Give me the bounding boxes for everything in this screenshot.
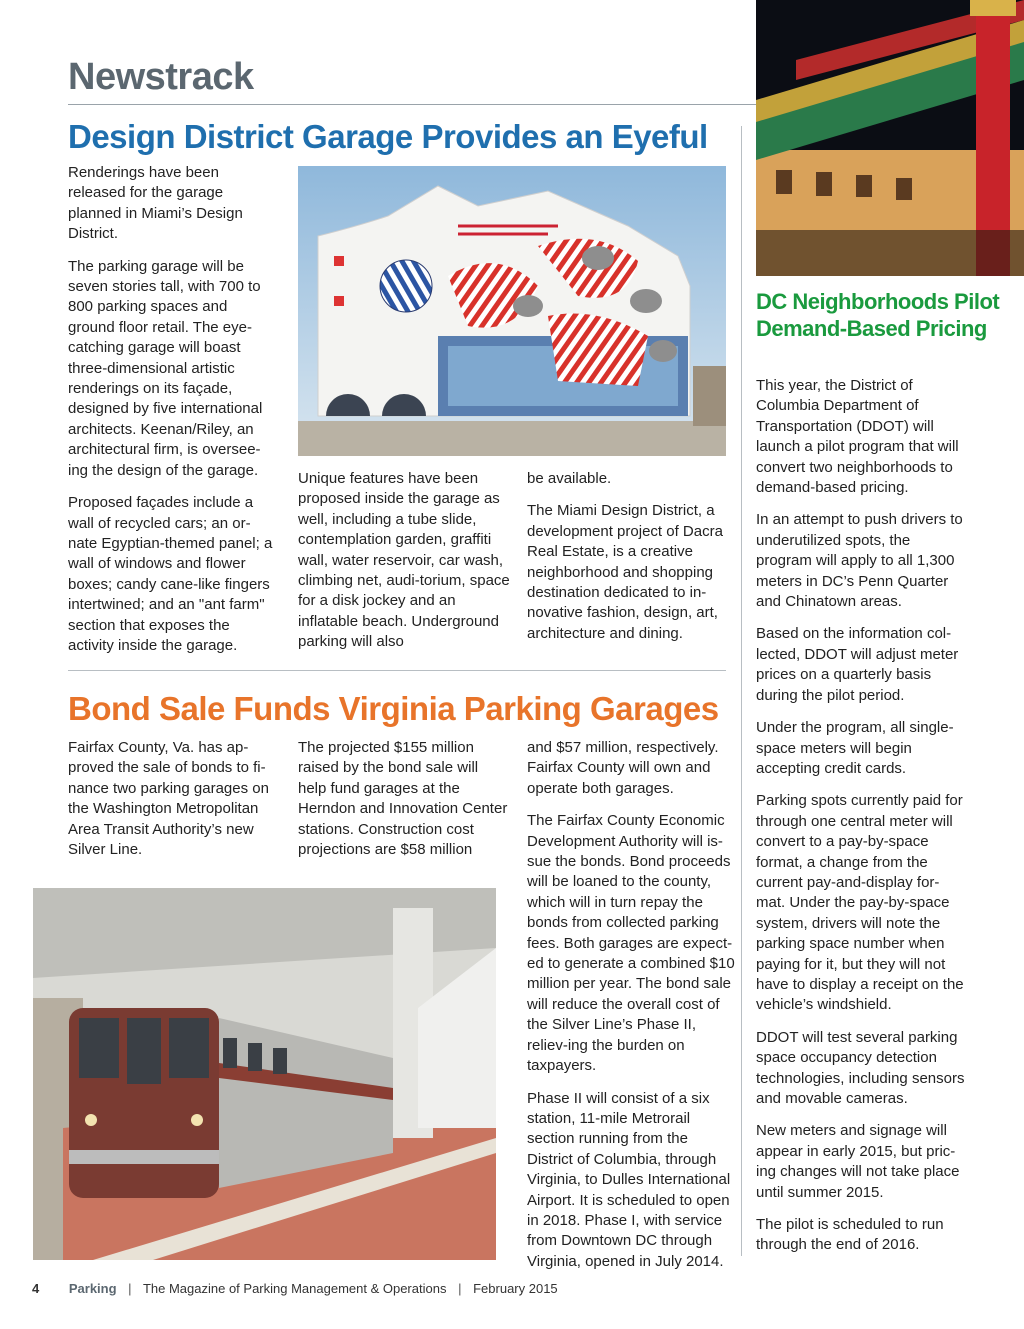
- paragraph: The projected $155 million raised by the bond sale will help fund garages at the Herndon and Innovation Center stations. Construction cost projections are $58 million: [298, 739, 508, 859]
- issue-date: February 2015: [473, 1281, 558, 1296]
- article1-column3: [527, 469, 737, 656]
- paragraph: This year, the District of Columbia Department of Transportation (DDOT) will launch a pilot program that will convert two neighborhoods to demand-based pricing.: [756, 377, 959, 497]
- article2-column1: [68, 738, 278, 872]
- magazine-subtitle: The Magazine of Parking Management & Operations: [142, 1281, 447, 1296]
- metro-train-photo: [33, 888, 496, 1260]
- design-district-headline: Design District Garage Provides an Eyeful: [68, 118, 708, 155]
- article3-column: [756, 376, 966, 1268]
- page-footer: [32, 1281, 558, 1296]
- paragraph: The Fairfax County Economic Development Authority will is-sue the bonds. Bond proceeds will be loaned to the county, which will in turn repay the bonds from collected parking fees. Both garages are expect-ed to generate a combined $10 million per year. The bond sale will reduce the overall cost of the Silver Line’s Phase II, reliev-ing the burden on taxpayers.: [527, 812, 735, 1075]
- article2-column2: [298, 738, 510, 872]
- paragraph: The parking garage will be seven stories tall, with 700 to 800 parking spaces and ground floor retail. The eye-catching garage will boast three-dimensional artistic renderings on its façade, designed by five international architects. Keenan/Riley, an architectural firm, is oversee-ing the design of the garage.: [68, 257, 263, 479]
- top-divider: [68, 104, 756, 105]
- paragraph: Unique features have been proposed inside the garage as well, including a tube slide, contemplation garden, graffiti wall, water reservoir, car wash, climbing net, audi-torium, space for a disk jockey and an inflatable beach. Underground parking will also: [298, 470, 510, 651]
- paragraph: Under the program, all single-space meters will begin accepting credit cards.: [756, 719, 954, 777]
- paragraph: Proposed façades include a wall of recycled cars; an or-nate Egyptian-themed panel; a wall of windows and flower boxes; candy cane-like fingers intertwined; and an "ant farm" section that exposes the activity inside the garage.: [68, 494, 273, 654]
- page-number: 4: [32, 1281, 40, 1296]
- footer-separator: |: [458, 1281, 462, 1296]
- section-title: Newstrack: [68, 56, 254, 98]
- paragraph: In an attempt to push drivers to underutilized spots, the program will apply to all 1,300 meters in DC’s Penn Quarter and Chinatown areas.: [756, 511, 963, 611]
- paragraph: Based on the information col-lected, DDOT will adjust meter prices on a quarterly basis during the pilot period.: [756, 625, 959, 704]
- paragraph: Renderings have been released for the garage planned in Miami’s Design District.: [68, 164, 243, 243]
- paragraph: be available.: [527, 470, 612, 487]
- chinatown-gate-photo: [756, 0, 1024, 276]
- paragraph: New meters and signage will appear in early 2015, but pric-ing changes will not take place until summer 2015.: [756, 1122, 960, 1201]
- article-divider: [68, 670, 726, 671]
- column-divider: [741, 126, 742, 1256]
- bond-sale-headline: Bond Sale Funds Virginia Parking Garages: [68, 690, 719, 727]
- footer-separator: |: [128, 1281, 132, 1296]
- article1-column1: [68, 163, 278, 668]
- paragraph: DDOT will test several parking space occupancy detection technologies, including sensors and movable cameras.: [756, 1028, 965, 1107]
- paragraph: Phase II will consist of a six station, 11-mile Metrorail section running from the District of Columbia, through Virginia, to Dulles International Airport. It is scheduled to open in 2018. Phase I, with service from Downtown DC through Virginia, opened in July 2014.: [527, 1089, 731, 1270]
- paragraph: The pilot is scheduled to run through the end of 2016.: [756, 1216, 944, 1254]
- paragraph: Fairfax County, Va. has ap-proved the sale of bonds to fi-nance two parking garages on the Washington Metropolitan Area Transit Authority’s new Silver Line.: [68, 739, 269, 859]
- article1-column2: [298, 469, 510, 665]
- garage-rendering-image: [298, 166, 726, 456]
- paragraph: The Miami Design District, a development project of Dacra Real Estate, is a creative neighborhood and shopping destination dedicated to in-novative fashion, design, art, architecture and dining.: [527, 502, 723, 642]
- magazine-name: Parking: [68, 1281, 117, 1296]
- dc-pilot-headline: DC Neighborhoods Pilot Demand-Based Pricing: [756, 289, 1000, 341]
- article2-column3: [527, 738, 737, 1284]
- paragraph: Parking spots currently paid for through one central meter will convert to a pay-by-space format, a change from the current pay-and-display for-mat. Under the pay-by-space system, drivers will note the parking space number when paying for it, but they will not have to display a receipt on the vehicle’s windshield.: [756, 792, 964, 1014]
- paragraph: and $57 million, respectively. Fairfax County will own and operate both garages.: [527, 739, 719, 797]
